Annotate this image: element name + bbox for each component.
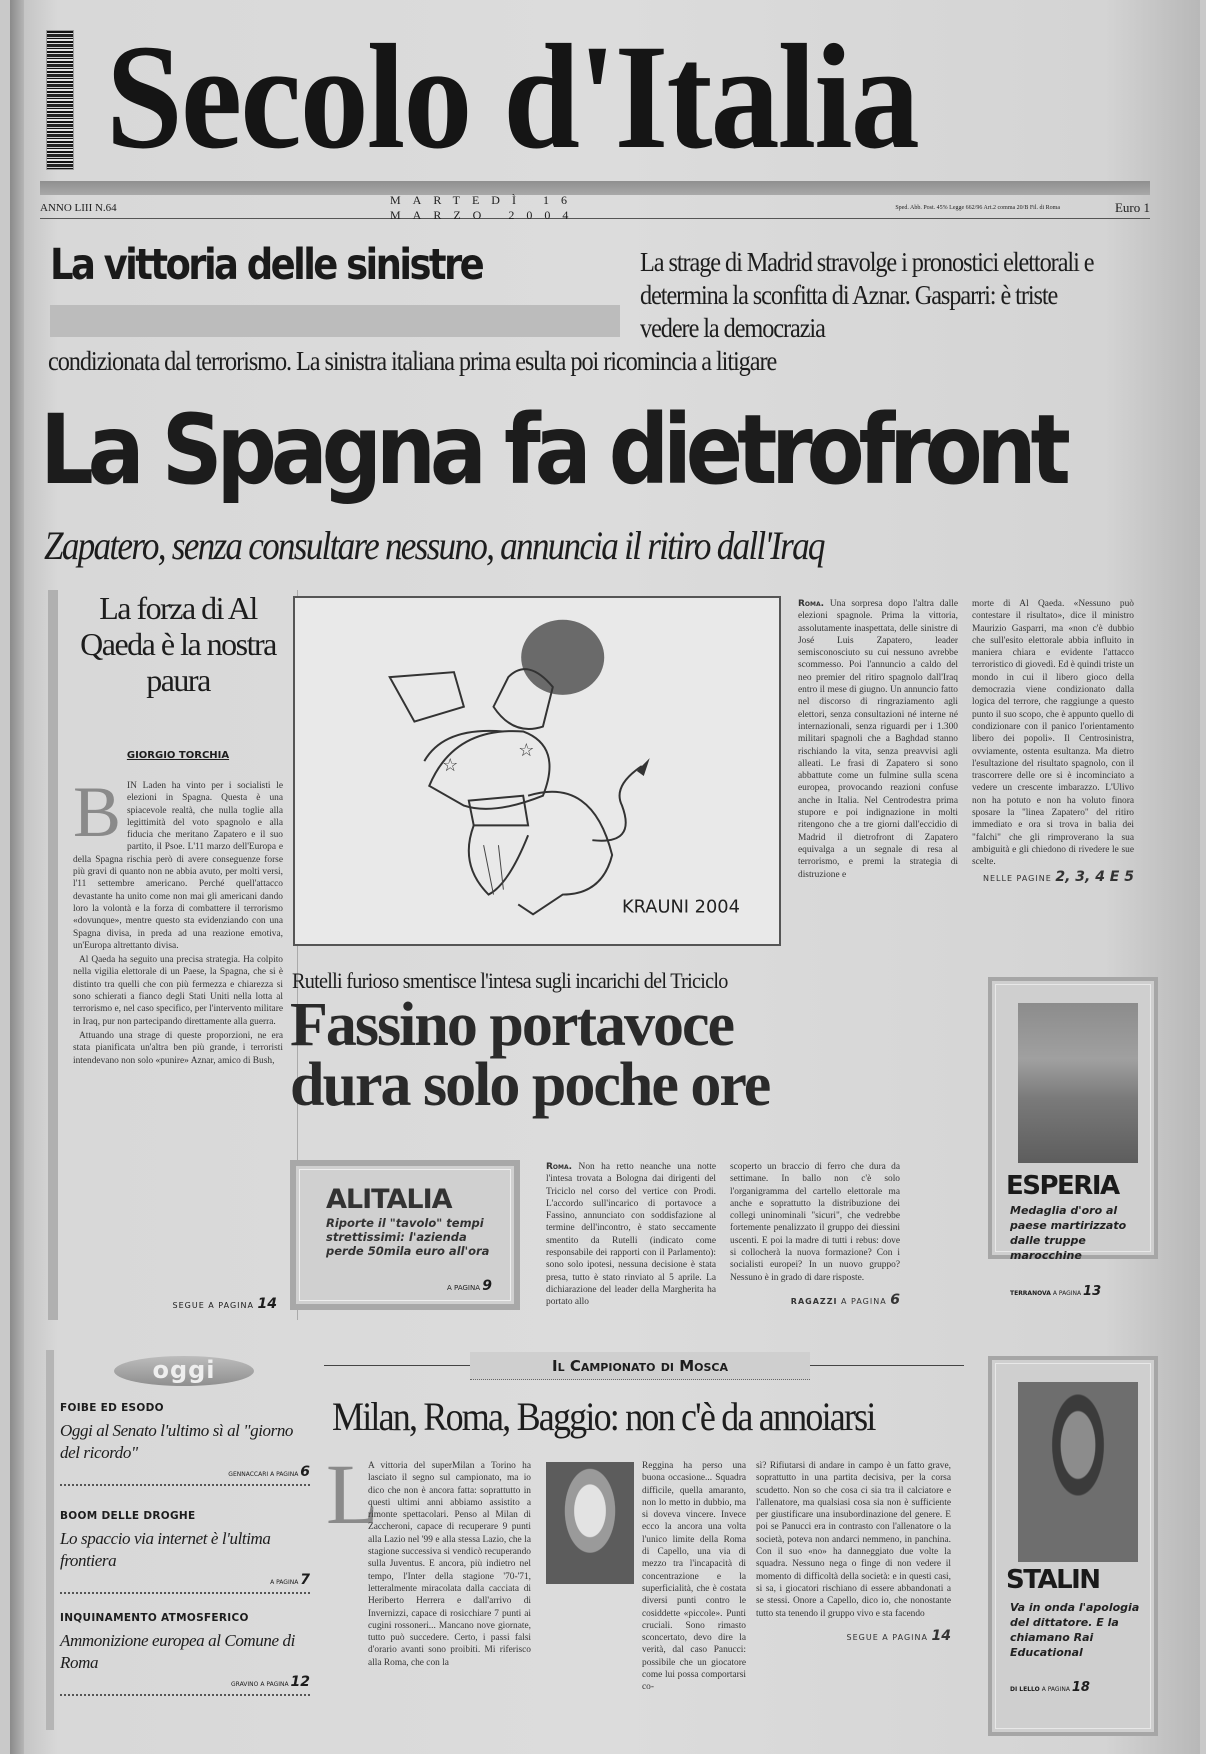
alitalia-box[interactable]	[290, 1160, 520, 1310]
dropcap: B	[73, 772, 122, 852]
stalin-box[interactable]	[988, 1356, 1158, 1736]
milan-headline[interactable]: Milan, Roma, Baggio: non c'è da annoiarsi	[332, 1394, 875, 1439]
fassino-headline[interactable]: Fassino portavoce dura solo poche ore	[290, 991, 770, 1119]
spain-article-column-1: Roma. Una sorpresa dopo l'altra dalle elezioni spagnole. Prima la vittoria, assolutamente inaspettata, delle sinistre di José Luis Zapatero, leader semisconosciuto su cui nessuno avrebbe scommesso. Poi l'annuncio a caldo del neo premier del ritiro spagnolo dall'Iraq entro il mese di giugno. Un annuncio fatto nel discorso di ringraziamento agli elettori, senza consultazioni né interne né internazionali, senza riguardi per i 1.300 militari spagnoli che a Baghdad stanno rischiando la vita, senza preavvisi agli alleati. Le frasi di Zapatero si sono abbattute come un fulmine sulla scena europea, provocando reazioni confuse anche in Italia. Nel Centrodestra prima stupore e poi indignazione in molti ritengono che a tre giorni dall'eccidio di Madrid il dietrofront di Zapatero equivalga a un segnale di resa al terrorismo, e premi la strategia di distruzione e	[798, 599, 958, 880]
editorial-column	[48, 590, 298, 1320]
issue-number: ANNO LIII N.64	[40, 201, 117, 214]
milan-column-2: Reggina ha perso una buona occasione... Squadra difficile, quella amaranto, non lo metto in dubbio, ma si doveva vincere. Invece ecco la ancora una volta l'unico limite della Roma di Capello, una via di mezzo tra l'incapacità di concentrazione e la superficialità, che è costata diversi punti contro le cosiddette «piccole». Punti cruciali. Sono rimasto sconcertato, devo dire la verità, dal caso Panucci: possibile che un giocatore come lui possa comportarsi co-	[642, 1461, 746, 1693]
paragraph: Attuando una strage di queste proporzioni, ne era stata pianificata un'altra ben più grande, i terroristi intendevano non solo «punire» Aznar, amico di Bush,	[73, 1030, 283, 1066]
continue-link[interactable]: RAGAZZI A PAGINA 6	[790, 1291, 900, 1308]
alitalia-title: ALITALIA	[326, 1184, 452, 1215]
svg-text:KRAUNI 2004: KRAUNI 2004	[622, 896, 740, 918]
dateline-roma: Roma.	[798, 599, 825, 609]
paragraph: Al Qaeda ha seguito una precisa strategia. Ha colpito nella vigilia elettorale di un Paese, la Spagna, che si è distinto tra quelli che con più fermezza e chiarezza si sono schierati a fianco degli Stati Uniti nella lotta al terrorismo e, nel caso specifico, per l'intervento militare in Iraq, pur non partecipando direttamente alla guerra.	[73, 955, 283, 1027]
dateline-roma: Roma.	[546, 1162, 573, 1172]
page-spine	[10, 0, 24, 1754]
kicker-text-continued: condizionata dal terrorismo. La sinistra italiana prima esulta poi ricomincia a litigare	[48, 346, 777, 376]
alitalia-page-ref: A PAGINA 9	[447, 1278, 492, 1294]
oggi-item[interactable]: BOOM DELLE DROGHE Lo spaccio via internet è l'ultima frontiera A PAGINA 7	[60, 1510, 310, 1594]
spain-article-column-2: morte di Al Qaeda. «Nessuno può contestare il risultato», dice il ministro Maurizio Gasparri, ma «non c'è dubbio che sull'esito elettorale abbia influito in maniera chiara e evidente l'attacco terroristico di giovedì. Ed è quindi triste un mondo in cui il libero gioco della democrazia viene condizionato dalla logica del terrore, che raggiunge a questo punto il suo scopo, che è appunto quello di condizionare con il panico l'orientamento libero dei popoli». Il Centrosinistra, ovviamente, ostenta esultanza. Ma dietro l'esultazione del risultato spagnolo, con il trascorrere delle ore si è incominciato a vedere un crescente imbarazzo. L'Ulivo non ha potuto e non ha voluto finora sposare la "linea Zapatero" del ritiro immediato e ora si trova in balia dei "falchi" che gli rimproverano la sua ambiguità e gli chiedono di rivedere le sue scelte. NELLE PAGINE 2, 3, 4 E 5	[972, 599, 1134, 885]
kicker-text: La strage di Madrid stravolge i pronostici elettorali e determina la sconfitta di Aznar. Gasparri: è triste vedere la democrazia	[640, 247, 1094, 343]
stalin-text: Va in onda l'apologia del dittatore. E la chiamano Rai Educational	[1010, 1601, 1140, 1659]
masthead-title: Secolo d'Italia	[106, 14, 918, 180]
barcode	[46, 30, 74, 170]
oggi-section	[46, 1350, 308, 1730]
milan-column-1: A vittoria del superMilan a Torino ha lasciato il segno sul campionato, ma io dico che non è ancora fatta: soprattutto in questi ultimi anni abbiamo assistito a rimonte spettacolari. Penso al Milan di Zaccheroni, capace di recuperare 9 punti alla Lazio nel '99 e alla stessa Lazio, che la stagione successiva si vendicò recuperando sulla Juventus. E ancora, più indietro nel tempo, l'Inter della stagione '70-'71, letteralmente miracolata dalla cacciata di Heriberto Herrera e dall'arrivo di Invernizzi, capace di rosicchiare 7 punti ai cugini rossoneri... Mancano nove giornate, tutto può succedere. Certo, i passi falsi d'orario avanti sono proibiti. Mi riferisco alla Roma, che con la	[368, 1461, 531, 1668]
editorial-body	[73, 772, 283, 1067]
fassino-column-2: scoperto un braccio di ferro che dura da settimane. In ballo non c'è solo l'organigramma del cartello elettorale ma anche e soprattutto la distribuzione dei collegi uninominali "sicuri", che vedrebbe fortemente penalizzato il gruppo dei diessini uscenti. E poi la madre di tutti i rebus: dove si collocherà la nuova formazione? Con i socialisti europei? In un nuovo gruppo? Nessuno è in grado di dare risposte. RAGAZZI A PAGINA 6	[730, 1162, 900, 1308]
newspaper-page	[10, 0, 1200, 1754]
esperia-page-ref: TERRANOVA A PAGINA 13	[1010, 1284, 1102, 1299]
fassino-column-1: Roma. Non ha retto neanche una notte l'intesa trovata a Bologna dai dirigenti del Triciclo nel corso del vertice con Prodi. L'accordo sull'incarico di portavoce a Fassino, annunciato con soddisfazione al termine dell'incontro, è stato seccamente smentito da Rutelli (indicato come responsabile dei rapporti con il Parlamento): sono solo ipotesi, nessuna decisione è stata presa, tutto è stato rinviato al 5 aprile. La dichiarazione del leader della Margherita ha portato allo	[546, 1162, 717, 1308]
postal-info: Sped. Abb. Post. 45% Legge 662/96 Art.2 comma 20/B Fil. di Roma	[895, 204, 1060, 211]
esperia-title: ESPERIA	[1006, 1171, 1119, 1201]
esperia-photo	[1018, 1003, 1138, 1163]
oggi-item[interactable]: INQUINAMENTO ATMOSFERICO Ammonizione europea al Comune di Roma GRAVINO A PAGINA 12	[60, 1612, 310, 1696]
byline: GIORGIO TORCHIA	[126, 750, 230, 761]
fassino-kicker: Rutelli furioso smentisce l'intesa sugli incarichi del Triciclo	[292, 968, 728, 993]
main-headline[interactable]: La Spagna fa dietrofront	[40, 394, 1065, 506]
paragraph: IN Laden ha vinto per i socialisti le elezioni in Spagna. Questa è una spiacevole realtà, che nulla toglie alla legittimità del voto spagnolo e alla fiducia che meritano Zapatero e il suo partito, il Psoe. L'11 marzo dell'Europa e della Spagna rischia però di avere conseguenze forse più gravi di quanto non ne abbia avuto, per molti versi, l'11 settembre americano. Perché quell'attacco devastante ha unito come non mai gli americani dando loro la volontà e la forza di combattere il terrorismo «dovunque», mentre questo sta evidenziando con una Spagna divisa, in preda ad una reazione emotiva, un'Europa altrettanto divisa.	[73, 781, 283, 951]
stalin-title: STALIN	[1006, 1565, 1100, 1595]
kicker-title: La vittoria delle sinistre	[50, 240, 483, 290]
esperia-text: Medaglia d'oro al paese martirizzato dalle truppe marocchine	[1010, 1204, 1127, 1262]
stalin-photo	[1018, 1382, 1138, 1562]
svg-text:☆: ☆	[518, 740, 535, 761]
oggi-label: oggi	[114, 1356, 254, 1386]
editorial-cartoon	[293, 596, 781, 946]
kicker-bar	[50, 305, 620, 337]
esperia-box[interactable]	[988, 977, 1158, 1299]
dropcap: L	[326, 1446, 379, 1542]
continue-link[interactable]: SEGUE A PAGINA 14	[172, 1296, 277, 1312]
editorial-title[interactable]: La forza di Al Qaeda è la nostra paura	[80, 590, 276, 698]
dateline	[40, 192, 1150, 222]
pages-link[interactable]: NELLE PAGINE 2, 3, 4 E 5	[982, 868, 1134, 885]
milan-kicker: Il Campionato di Mosca	[470, 1352, 810, 1380]
main-subheadline: Zapatero, senza consultare nessuno, annuncia il ritiro dall'Iraq	[44, 523, 824, 568]
svg-text:☆: ☆	[442, 755, 459, 775]
price: Euro 1	[1114, 199, 1150, 215]
milan-column-3: sì? Rifiutarsi di andare in campo è un fatto grave, soprattutto in una partita decisiva, per la corsa scudetto. Non so che cosa ci sia tra il calciatore e l'allenatore, ma qualsiasi cosa sia non è sufficiente per giustificare una insubordinazione del genere. E poi se Panucci era in contrasto con l'allenatore o la società, poteva non andarci nemmeno, in panchina. Con il suo «no» ha danneggiato due volte la squadra. Nessuno nega o finge di non vedere il momento di difficoltà della società: e in questi casi, si sa, i giocatori rischiano di essere abbandonati a se stessi. Onore a Capello, dico io, che nonostante tutto sta tenendo il gruppo vivo e sta facendo SEGUE A PAGINA 14	[756, 1461, 951, 1644]
alitalia-text: Riporte il "tavolo" tempi strettissimi: l'azienda perde 50mila euro all'ora	[326, 1216, 490, 1258]
stalin-page-ref: DI LELLO A PAGINA 18	[1010, 1680, 1090, 1695]
column-stripe	[48, 590, 58, 1320]
continue-link[interactable]: SEGUE A PAGINA 14	[846, 1627, 951, 1644]
cartoon-drawing	[295, 598, 779, 944]
issue-date: MARTEDÌ 16 MARZO 2004	[390, 192, 581, 222]
oggi-item[interactable]: FOIBE ED ESODO Oggi al Senato l'ultimo sì al "giorno del ricordo" GENNACCARI A PAGINA 6	[60, 1402, 310, 1486]
